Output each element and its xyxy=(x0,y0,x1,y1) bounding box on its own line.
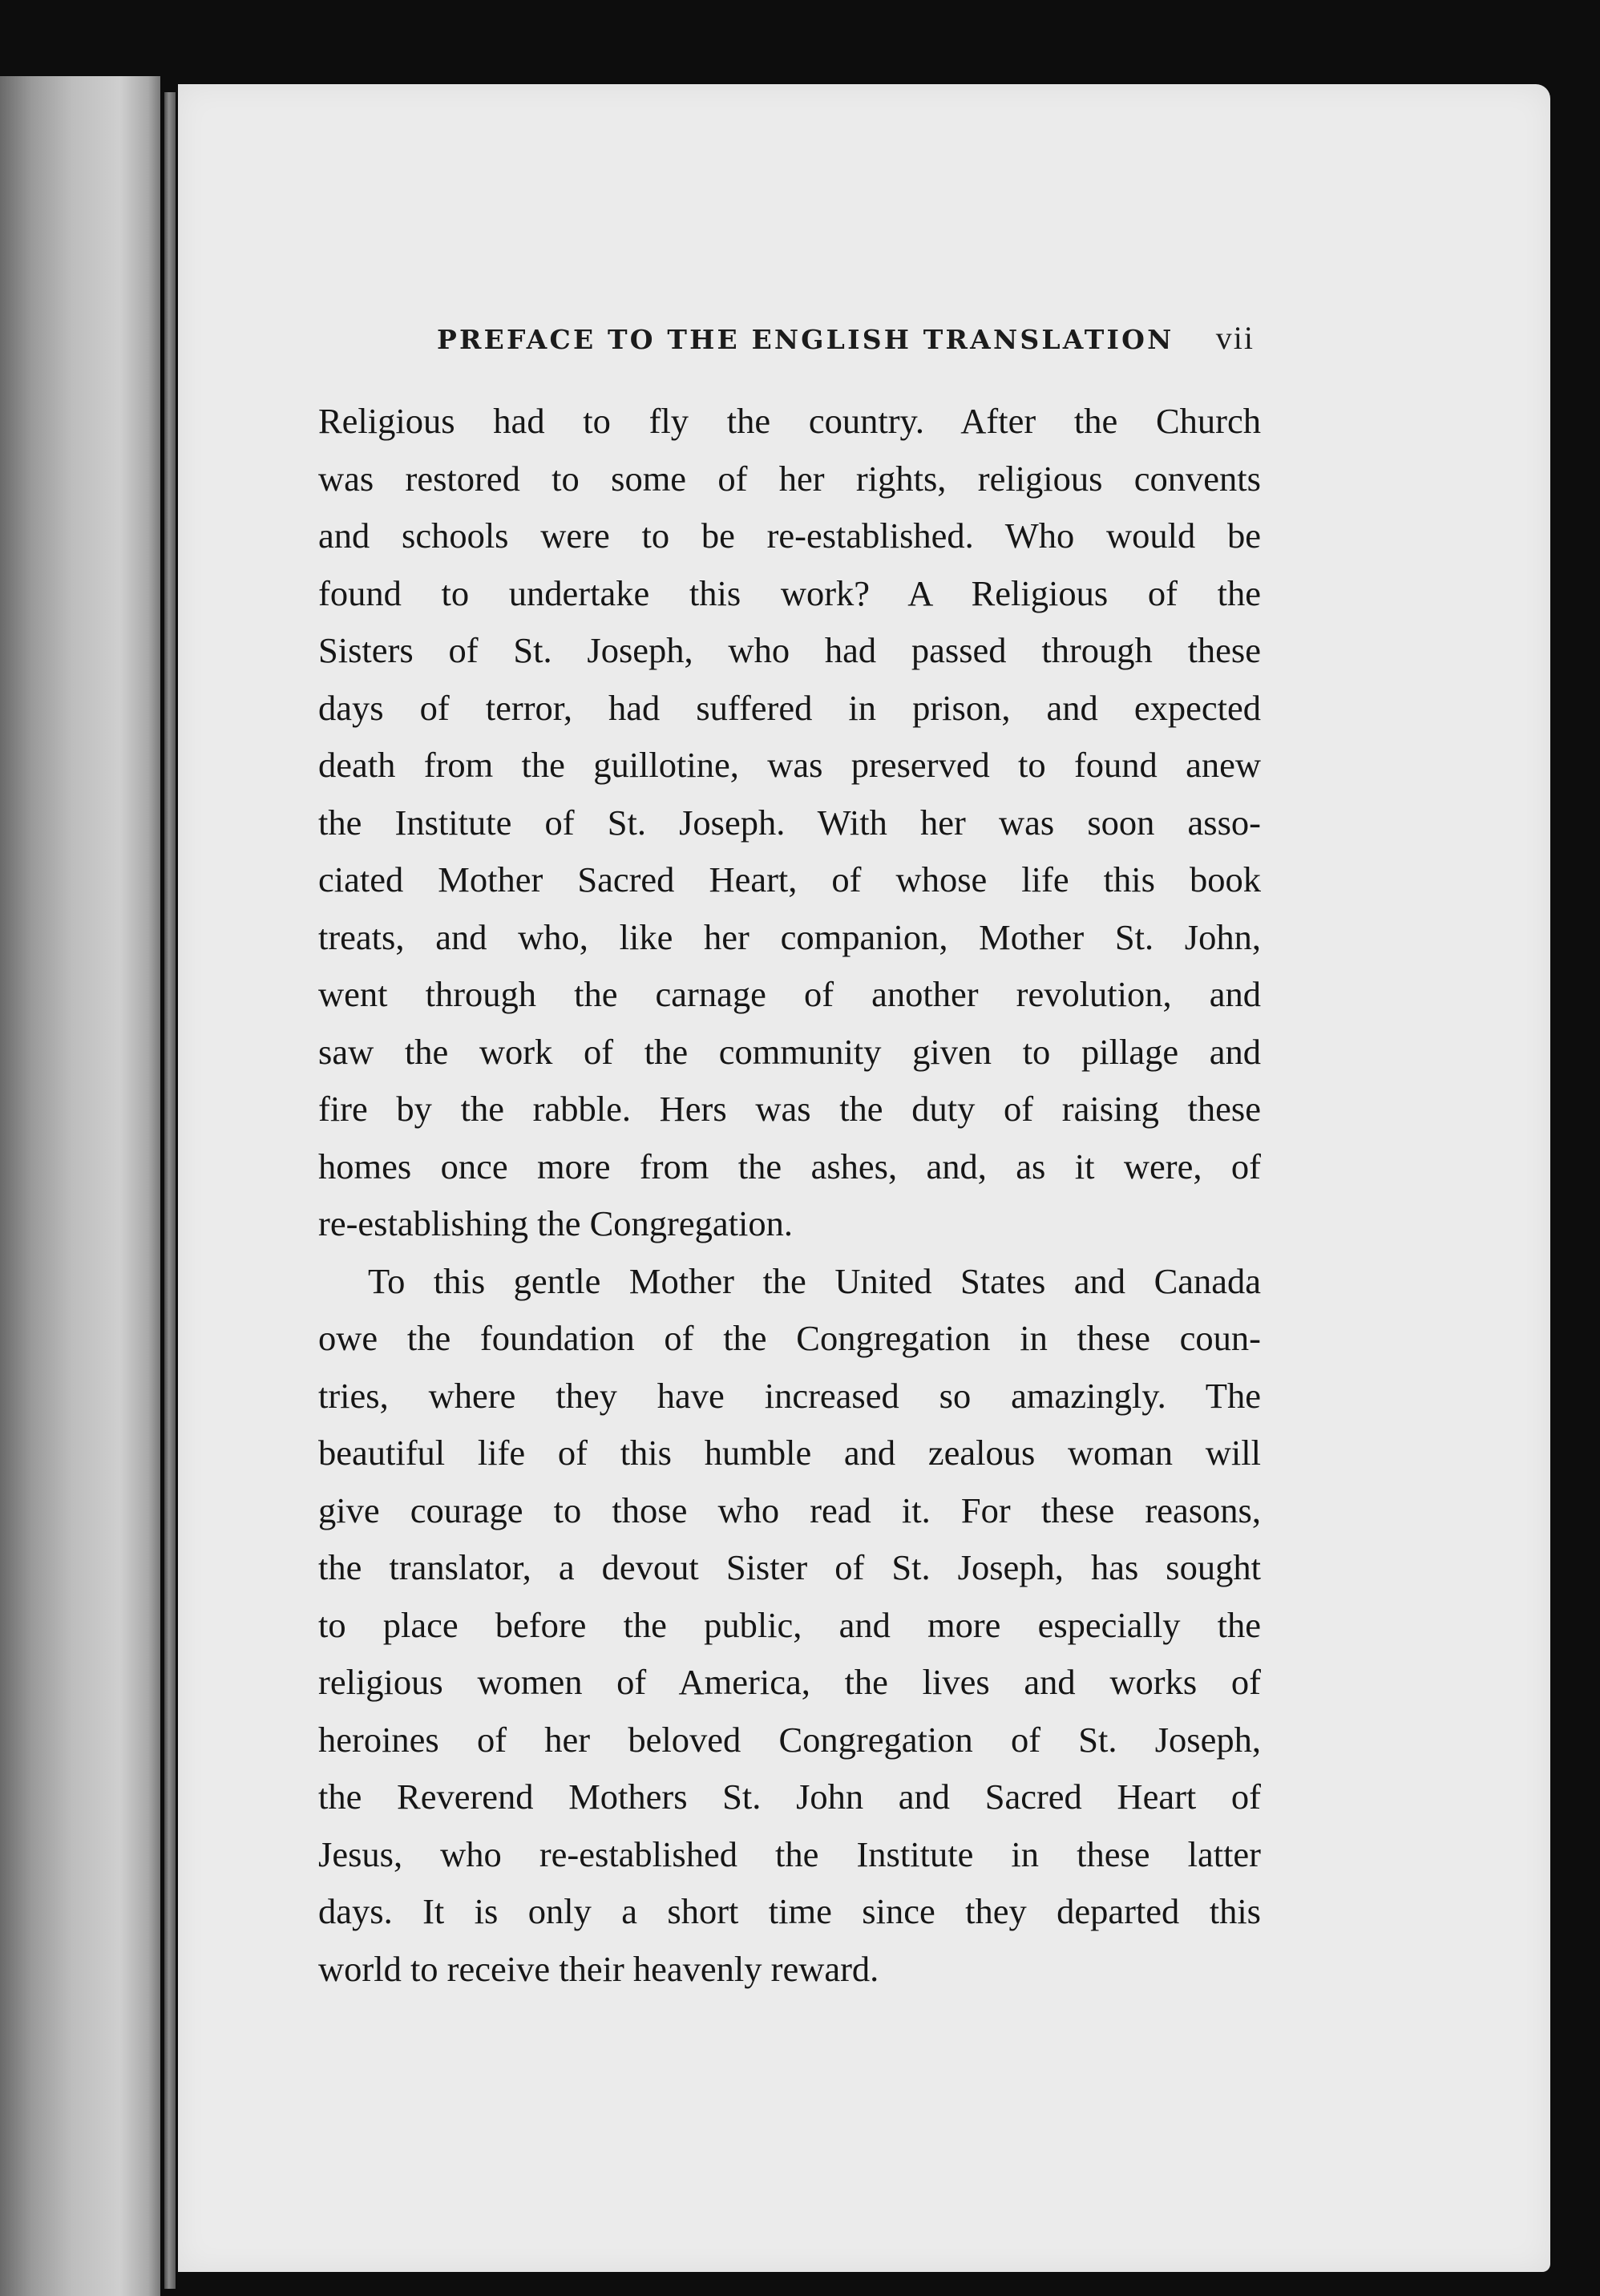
text-line: beautiful life of this humble and zealous woman will xyxy=(318,1433,1261,1473)
text-line: world to receive their heavenly reward. xyxy=(318,1948,879,1989)
paragraph-2 xyxy=(318,1253,1261,1999)
text-line: was restored to some of her rights, religious convents xyxy=(318,458,1261,499)
text-line: the Institute of St. Joseph. With her was soon asso- xyxy=(318,802,1261,843)
running-head xyxy=(437,319,1255,358)
text-line: fire by the rabble. Hers was the duty of raising these xyxy=(318,1089,1261,1129)
text-line: homes once more from the ashes, and, as it were, of xyxy=(318,1146,1261,1186)
text-line: re-establishing the Congregation. xyxy=(318,1203,793,1243)
text-line: To this gentle Mother the United States and Canada xyxy=(368,1260,1261,1301)
book-gutter xyxy=(164,92,176,2289)
text-line: days. It is only a short time since they departed this xyxy=(318,1891,1261,1931)
text-line: the translator, a devout Sister of St. Joseph, has sought xyxy=(318,1547,1261,1587)
text-line: to place before the public, and more especially the xyxy=(318,1604,1261,1645)
text-line: ciated Mother Sacred Heart, of whose life this book xyxy=(318,859,1261,899)
text-line: days of terror, had suffered in prison, and expected xyxy=(318,687,1261,728)
text-line: tries, where they have increased so amazingly. The xyxy=(318,1375,1261,1416)
text-line: the Reverend Mothers St. John and Sacred Heart of xyxy=(318,1777,1261,1817)
text-line: Jesus, who re-established the Institute in these latter xyxy=(318,1833,1261,1874)
running-head-title: PREFACE TO THE ENGLISH TRANSLATION xyxy=(437,324,1174,355)
page-number: vii xyxy=(1215,320,1255,356)
text-line: give courage to those who read it. For these reasons, xyxy=(318,1490,1261,1530)
text-line: Religious had to fly the country. After the Church xyxy=(318,401,1261,441)
text-line: saw the work of the community given to pillage and xyxy=(318,1031,1261,1072)
text-line: owe the foundation of the Congregation in these coun- xyxy=(318,1318,1261,1358)
text-line: found to undertake this work? A Religious of the xyxy=(318,572,1261,613)
text-line: Sisters of St. Joseph, who had passed through these xyxy=(318,630,1261,670)
facing-page-edge xyxy=(0,76,160,2296)
text-line: death from the guillotine, was preserved to found anew xyxy=(318,745,1261,785)
body-text xyxy=(318,393,1261,1998)
text-line: treats, and who, like her companion, Mother St. John, xyxy=(318,916,1261,957)
text-line: went through the carnage of another revolution, and xyxy=(318,974,1261,1014)
text-line: and schools were to be re-established. Who would be xyxy=(318,515,1261,556)
paragraph-1 xyxy=(318,393,1261,1253)
text-line: heroines of her beloved Congregation of St. Joseph, xyxy=(318,1719,1261,1760)
text-line: religious women of America, the lives and works of xyxy=(318,1662,1261,1702)
